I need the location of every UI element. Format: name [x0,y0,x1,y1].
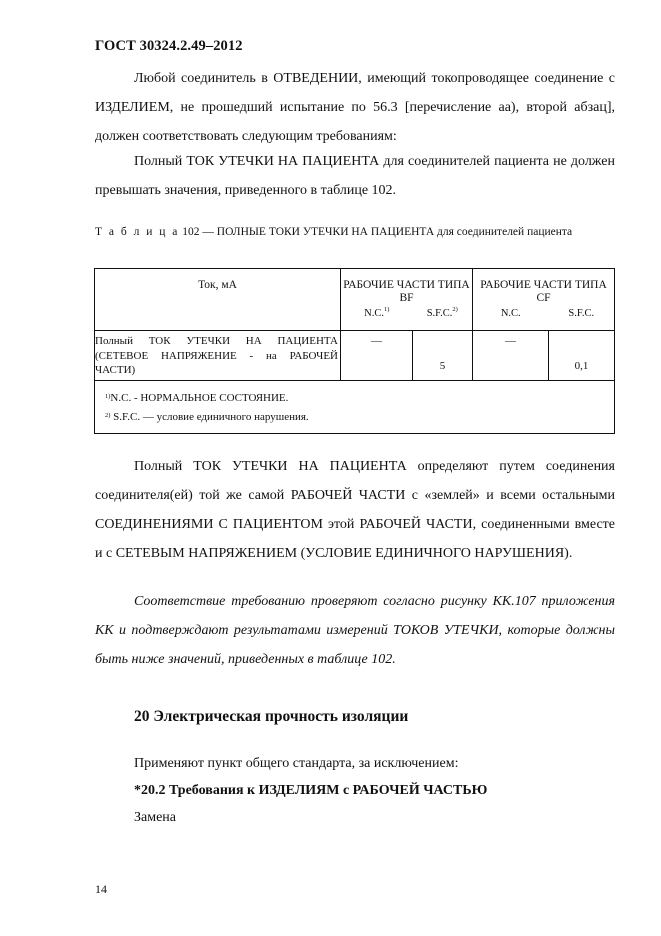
page-number: 14 [95,882,107,896]
value-cf-nc: — [473,331,549,381]
section-heading: 20 Электрическая прочность изоляции [134,708,409,725]
subheader-cf-nc: N.C. [473,305,549,331]
paragraph-leakage-limit: Полный ТОК УТЕЧКИ НА ПАЦИЕНТА для соединителей пациента не должен превышать значения, приведенного в таблице 102. [95,154,615,198]
header-cf: РАБОЧИЕ ЧАСТИ ТИПА CF [473,269,615,306]
header-current: Ток, мА [95,269,341,331]
subheader-bf-nc: N.C.$^{1)}$ [341,305,413,331]
section-line-apply: Применяют пункт общего стандарта, за исключением: [134,756,459,771]
subheader-cf-sfc: S.F.C. [549,305,615,331]
paragraph-connector-requirements: Любой соединитель в ОТВЕДЕНИИ, имеющий токопроводящее соединение с ИЗДЕЛИЕМ, не прошедший испытание по 56.3 [перечисление аа), второй абзац], должен соответствовать следующим требованиям: [95,71,615,144]
table-notes [95,381,615,434]
document-header: ГОСТ 30324.2.49–2012 [95,38,243,54]
table-note-1: $^{1)}$N.C. - НОРМАЛЬНОЕ СОСТОЯНИЕ. [105,392,289,404]
leakage-current-table [94,268,615,434]
value-bf-nc: — [341,331,413,381]
paragraph-compliance-check: Соответствие требованию проверяют согласно рисунку КК.107 приложения КК и подтверждают результатами измерений ТОКОВ УТЕЧКИ, которые должны быть ниже значений, приведенных в таблице 102. [95,594,615,667]
table-caption-text: 102 — ПОЛНЫЕ ТОКИ УТЕЧКИ НА ПАЦИЕНТА для соединителей пациента [182,226,573,238]
table-note-2: $^{2)}$ S.F.C. — условие единичного нарушения. [105,411,309,423]
section-subheading: *20.2 Требования к ИЗДЕЛИЯМ с РАБОЧЕЙ ЧАСТЬЮ [134,783,488,798]
paragraph-measurement-method: Полный ТОК УТЕЧКИ НА ПАЦИЕНТА определяют путем соединения соединителя(ей) той же самой РАБОЧЕЙ ЧАСТИ с «землей» и всеми остальными СОЕДИНЕНИЯМИ С ПАЦИЕНТОМ этой РАБОЧЕЙ ЧАСТИ, соединенными вместе и с СЕТЕВЫМ НАПРЯЖЕНИЕМ (УСЛОВИЕ ЕДИНИЧНОГО НАРУШЕНИЯ). [95,459,615,561]
header-bf: РАБОЧИЕ ЧАСТИ ТИПА BF [341,269,473,306]
section-line-replace: Замена [134,810,177,825]
table-caption-label: Т а б л и ц а [95,226,180,238]
value-cf-sfc: 0,1 [549,331,615,381]
value-bf-sfc: 5 [413,331,473,381]
row-label-total-leakage: Полный ТОК УТЕЧКИ НА ПАЦИЕНТА (СЕТЕВОЕ НАПРЯЖЕНИЕ - на РАБОЧЕЙ ЧАСТИ) [95,331,341,381]
subheader-bf-sfc: S.F.C.$^{2)}$ [413,305,473,331]
table-caption [95,221,615,243]
